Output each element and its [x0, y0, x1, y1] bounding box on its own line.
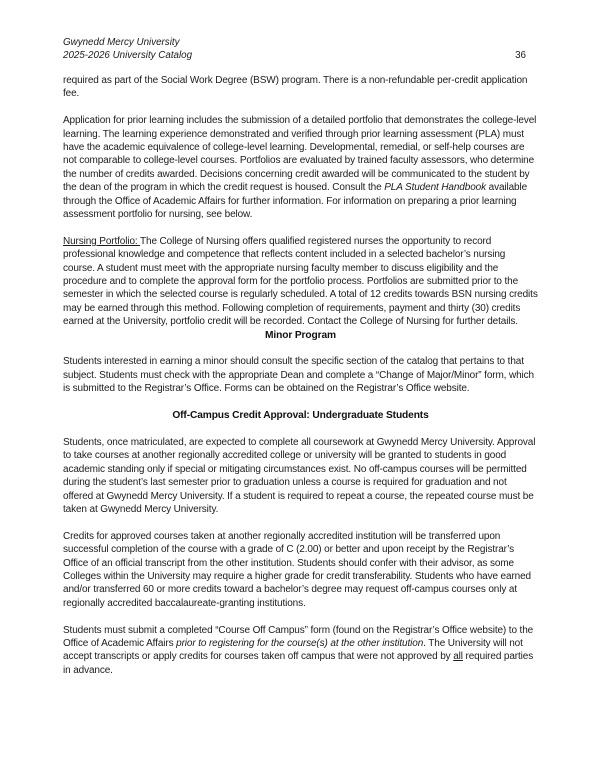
text-run: required parties in advance.	[63, 651, 534, 676]
text-run: Students interested in earning a minor should consult the specific section of the catalog that pertains to that subject. Students must check with the appropriate Dean and complete a “Change of Major/Minor” form, which is submitted to the Registrar’s Office. Forms can be obtained on the Registrar’s Office website.	[63, 356, 534, 395]
paragraph-matriculated-coursework	[63, 436, 538, 516]
catalog-edition: 2025-2026 University Catalog	[63, 50, 193, 61]
text-run: Students, once matriculated, are expected to complete all coursework at Gwynedd Mercy University. Approval to take courses at another regionally accredited college or university will be granted to students in good academic standing only if special or mitigating circumstances exist. No off-campus courses will be permitted during the student’s last semester prior to graduation unless a course is required for graduation and not offered at Gwynedd Mercy University. If a student is required to repeat a course, the repeated course must be taken at Gwynedd Mercy University.	[63, 436, 536, 515]
heading-minor-program: Minor Program	[265, 329, 336, 341]
university-name: Gwynedd Mercy University	[63, 37, 180, 48]
text-run: Application for prior learning includes the submission of a detailed portfolio that demonstrates the college-level learning. The learning experience demonstrated and verified through prior learning assessment (PLA) must have the academic equivalence of college-level learning. Developmental, remedial, or self-help courses are not comparable to college-level courses. Portfolios are evaluated by trained faculty assessors, who determine the number of credits awarded. Decisions concerning credit awarded will be communicated to the student by the dean of the program in which the credit request is housed. Consult the	[63, 115, 537, 194]
paragraph-prior-learning-application	[63, 114, 538, 221]
running-header	[63, 36, 192, 62]
heading-off-campus-credit-approval: Off-Campus Credit Approval: Undergraduate Students	[172, 410, 429, 422]
paragraph-course-off-campus-form	[63, 624, 538, 678]
text-run: Students must submit a completed “Course Off Campus” form (found on the Registrar’s Office website) to the Office of Academic Affairs	[63, 624, 534, 649]
text-run: The College of Nursing offers qualified registered nurses the opportunity to record professional knowledge and competence that reflects content included in a selected bachelor’s nursing course. A student must meet with the appropriate nursing faculty member to discuss eligibility and the procedure and to complete the approval form for the portfolio process. Portfolios are submitted prior to the semester in which the selected course is regularly scheduled. A total of 12 credits towards BSN nursing credits may be earned through this method. Following completion of requirements, payment and thirty (30) credits earned at the University, portfolio credit will be recorded. Contact the College of Nursing for further details.	[63, 235, 538, 328]
text-run-pla-handbook-italic: PLA Student Handbook	[384, 182, 486, 194]
text-run-nursing-portfolio-underline: Nursing Portfolio:	[63, 235, 141, 247]
paragraph-nursing-portfolio	[63, 235, 538, 329]
text-run-all-underline: all	[453, 651, 463, 663]
page-header	[63, 36, 538, 62]
paragraph-bsw-application-fee	[63, 74, 538, 101]
paragraph-credit-transfer	[63, 530, 538, 610]
text-run-prior-registering-italic: prior to registering for the course(s) at the other institution	[176, 637, 424, 649]
text-run: available through the Office of Academic Affairs for further information. For information on preparing a prior learning assessment portfolio for nursing, see below.	[63, 182, 528, 221]
page-number: 36	[515, 50, 526, 61]
page-body	[63, 74, 538, 677]
paragraph-minor-info	[63, 355, 538, 395]
text-run: required as part of the Social Work Degree (BSW) program. There is a non-refundable per-credit application fee.	[63, 75, 528, 100]
text-run: . The University will not accept transcripts or apply credits for courses taken off campus that were not approved by	[63, 637, 523, 663]
text-run: Credits for approved courses taken at another regionally accredited institution will be transferred upon successful completion of the course with a grade of C (2.00) or better and upon receipt by the Registrar’s Office of an official transcript from the other institution. Students should confer with their advisor, as some Colleges within the University may require a higher grade for credit transferability. Students who have earned and/or transferred 60 or more credits toward a bachelor’s degree may request off-campus courses only at regionally accredited baccalaureate-granting institutions.	[63, 530, 531, 609]
